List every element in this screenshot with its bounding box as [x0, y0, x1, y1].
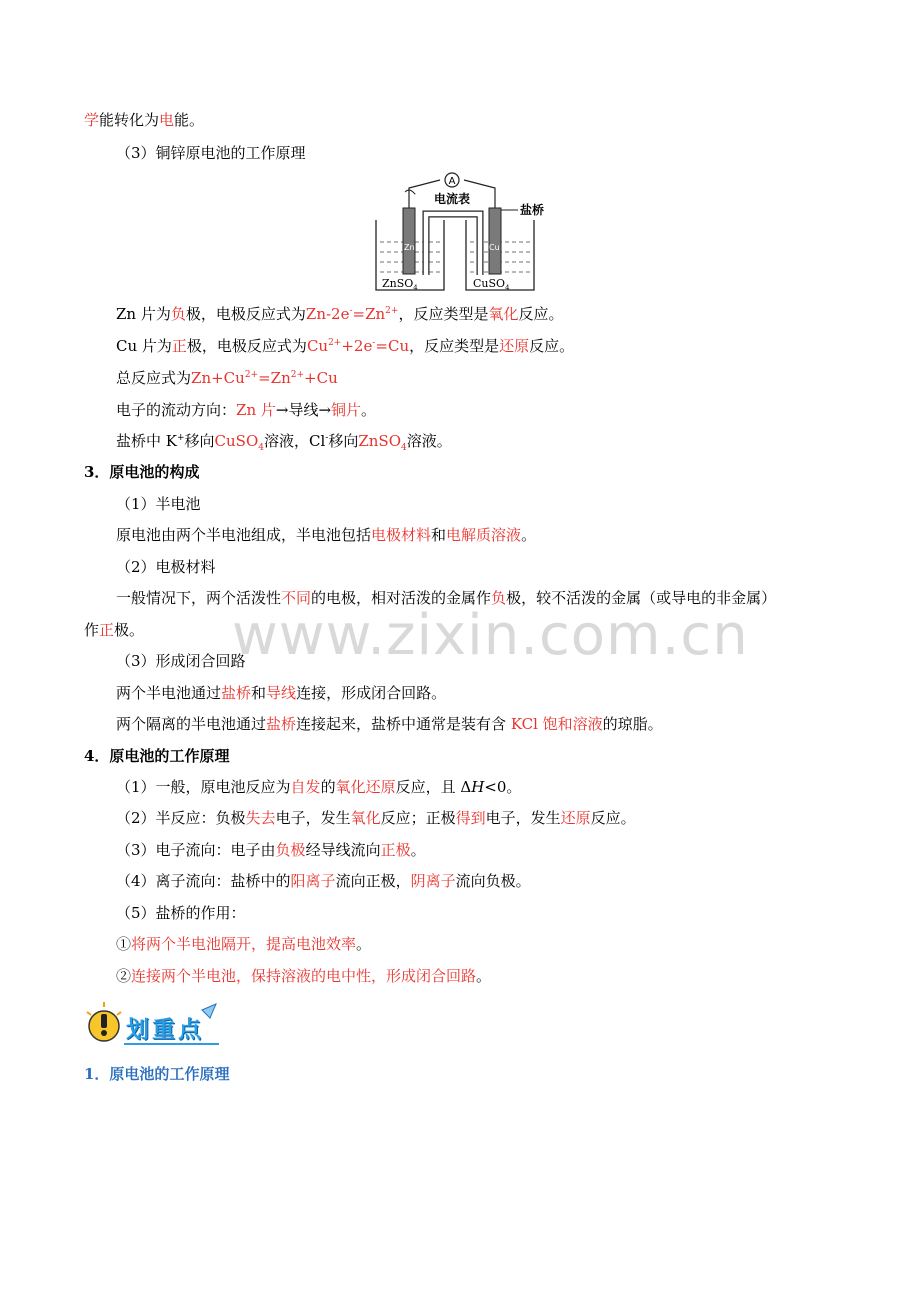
- paper-plane-icon: [202, 1004, 216, 1018]
- svg-text:Zn: Zn: [404, 243, 415, 252]
- zn-electrode-line: Zn 片为负极，电极反应式为$Zn-2e^-=Zn^{2+}$，反应类型是氧化反应。: [116, 305, 564, 323]
- subheading-cu-zn-principle: （3）铜锌原电池的工作原理: [116, 144, 306, 162]
- watermark: www.zixin.com.cn: [232, 603, 749, 668]
- half-cell-text: 原电池由两个半电池组成，半电池包括电极材料和电解质溶液。: [116, 526, 537, 544]
- salt-bridge: [426, 214, 480, 275]
- bridge-role-1: ①将两个半电池隔开，提高电池效率。: [116, 935, 372, 953]
- salt-bridge-label: 盐桥: [520, 203, 545, 217]
- electrode-material-text-2: 作正极。: [84, 621, 145, 639]
- ammeter-symbol: A: [448, 176, 456, 187]
- final-heading: 1．原电池的工作原理: [84, 1065, 230, 1083]
- subheading-closed-circuit: （3）形成闭合回路: [116, 652, 246, 670]
- section-heading-3: 3．原电池的构成: [84, 463, 200, 481]
- znso4-label: ZnSO$_4$: [382, 277, 418, 292]
- principle-4: （4）离子流向：盐桥中的阳离子流向正极，阴离子流向负极。: [116, 872, 531, 890]
- cu-electrode: [489, 208, 501, 274]
- principle-5: （5）盐桥的作用：: [116, 904, 246, 922]
- principle-1: （1）一般，原电池反应为自发的氧化还原反应，且 ΔH<0。: [116, 778, 522, 796]
- principle-2: （2）半反应：负极失去电子，发生氧化反应；正极得到电子，发生还原反应。: [116, 809, 636, 827]
- total-reaction-line: 总反应式为$Zn+Cu^{2+}=Zn^{2+}+Cu$: [116, 369, 338, 387]
- ammeter-label: 电流表: [434, 192, 471, 206]
- zn-electrode: [403, 208, 415, 274]
- key-points-label: 划重点: [126, 1017, 204, 1043]
- closed-circuit-text-1: 两个半电池通过盐桥和导线连接，形成闭合回路。: [116, 684, 447, 702]
- cuso4-label: CuSO$_4$: [473, 277, 510, 292]
- electrode-material-text-1: 一般情况下，两个活泼性不同的电极，相对活泼的金属作负极，较不活泼的金属（或导电的非金属）: [116, 589, 777, 607]
- cu-electrode-line: Cu 片为正极，电极反应式为$Cu^{2+}+2e^-=Cu$，反应类型是还原反应。: [116, 337, 575, 355]
- cu-zn-cell-diagram: [370, 170, 560, 295]
- salt-bridge-ions-line: 盐桥中 K+移向CuSO$_4$溶液，Cl-移向ZnSO$_4$溶液。: [116, 432, 452, 453]
- bridge-role-2: ②连接两个半电池，保持溶液的电中性，形成闭合回路。: [116, 967, 492, 985]
- subheading-electrode-material: （2）电极材料: [116, 558, 216, 576]
- line-energy: 学能转化为电能。: [84, 111, 205, 129]
- svg-text:Cu: Cu: [489, 243, 500, 252]
- principle-3: （3）电子流向：电子由负极经导线流向正极。: [116, 841, 426, 859]
- electron-flow-line: 电子的流动方向：Zn 片→导线→铜片。: [116, 401, 377, 419]
- closed-circuit-text-2: 两个隔离的半电池通过盐桥连接起来，盐桥中通常是装有含 KCl 饱和溶液的琼脂。: [116, 715, 663, 733]
- section-heading-4: 4．原电池的工作原理: [84, 747, 230, 765]
- subheading-half-cell: （1）半电池: [116, 495, 201, 513]
